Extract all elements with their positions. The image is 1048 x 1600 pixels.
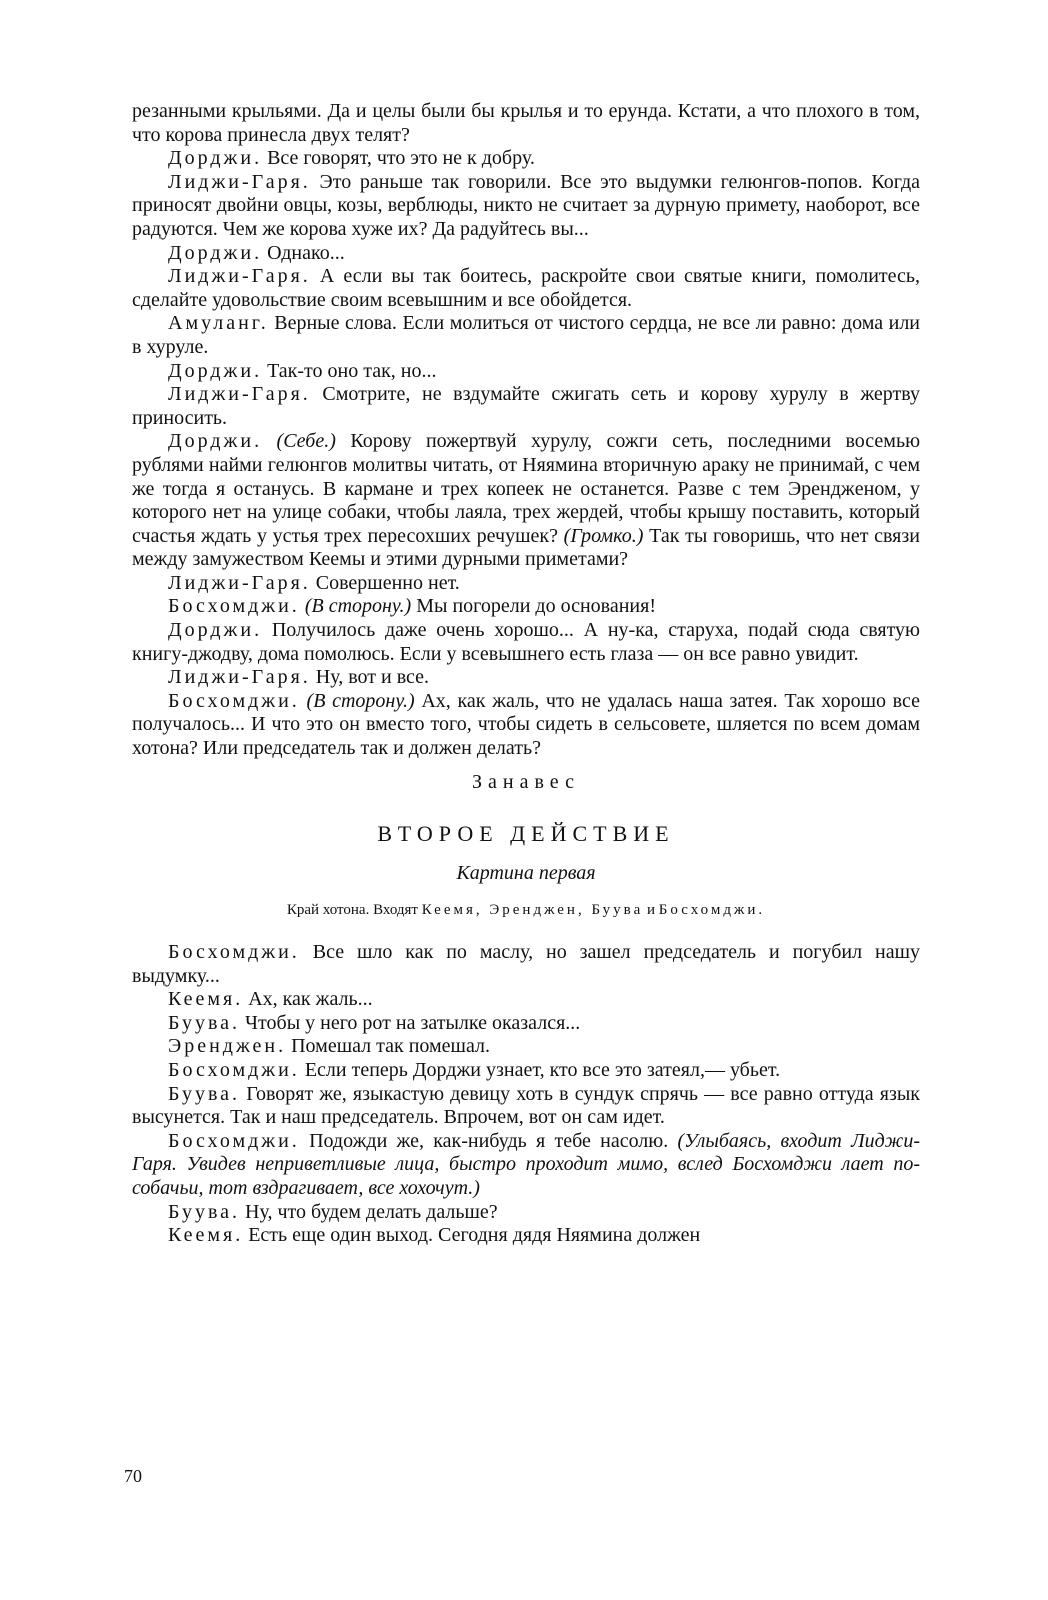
dialogue-line bbox=[132, 1130, 920, 1201]
speaker-name: Дорджи. bbox=[168, 619, 263, 642]
speaker-name: Дорджи. bbox=[168, 241, 263, 264]
page-number: 70 bbox=[124, 1466, 142, 1486]
speaker-name: Дорджи. bbox=[168, 359, 263, 382]
speaker-name: Босхомджи. bbox=[168, 1058, 300, 1081]
dialogue-line bbox=[132, 941, 920, 988]
scene-setting bbox=[132, 899, 920, 923]
dialogue-line bbox=[132, 171, 920, 242]
stage-direction: (Себе.) bbox=[276, 430, 336, 453]
speaker-name: Лиджи-Гаря. bbox=[168, 666, 311, 689]
dialogue-text: Все шло как по маслу, но зашел председатель и погубил нашу выдумку... bbox=[132, 941, 920, 987]
dialogue-text: Ну, что будем делать дальше? bbox=[245, 1200, 498, 1223]
dialogue-text: Совершенно нет. bbox=[315, 571, 460, 594]
speaker-name: Дорджи. bbox=[168, 430, 263, 453]
setting-characters: Кеемя, Эренджен, Буува bbox=[421, 902, 644, 919]
dialogue-text: Чтобы у него рот на затылке оказался... bbox=[245, 1011, 581, 1034]
dialogue-text: Однако... bbox=[267, 241, 345, 264]
dialogue-line bbox=[132, 430, 920, 572]
speaker-name: Буува. bbox=[168, 1200, 241, 1223]
curtain-label: Занавес bbox=[471, 770, 581, 793]
dialogue-text: Помешал так помешал. bbox=[291, 1035, 490, 1058]
dialogue-text: Если теперь Дорджи узнает, кто все это затеял,— убьет. bbox=[304, 1058, 781, 1081]
stage-direction: (В сторону.) bbox=[306, 689, 415, 712]
dialogue-text: Это раньше так говорили. Все это выдумки гелюнгов-попов. Когда приносят двойни овцы, козы, верблюды, никто не считает за дурную примету, наоборот, все радуются. Чем же корова хуже их? Да радуйтесь вы... bbox=[132, 170, 921, 240]
dialogue-text: Подожди же, как-нибудь я тебе насолю. bbox=[309, 1129, 669, 1152]
speaker-name: Амуланг. bbox=[168, 312, 269, 335]
speaker-name: Буува. bbox=[168, 1011, 241, 1034]
dialogue-line bbox=[132, 242, 920, 266]
dialogue-text: Говорят же, языкастую девицу хоть в сундук спрячь — все равно оттуда язык высунется. Так и наш председатель. Впрочем, вот он сам идет. bbox=[132, 1082, 921, 1129]
dialogue-text: Ну, вот и все. bbox=[315, 666, 430, 689]
dialogue-text: Получилось даже очень хорошо... А ну-ка, старуха, подай сюда святую книгу-джодву, дома помолюсь. Если у всевышнего есть глаза — он все равно увидит. bbox=[132, 619, 920, 665]
dialogue-text: Верные слова. Если молиться от чистого сердца, не все ли равно: дома или в хуруле. bbox=[132, 312, 920, 358]
dialogue-text: Так-то оно так, но... bbox=[267, 359, 437, 382]
stage-direction: (Громко.) bbox=[563, 524, 644, 547]
dialogue-line bbox=[132, 1035, 920, 1059]
dialogue-line bbox=[132, 1059, 920, 1083]
setting-character-last: Босхомджи. bbox=[658, 902, 766, 919]
dialogue-line bbox=[132, 312, 920, 359]
dialogue-text: Мы погорели до основания! bbox=[416, 595, 656, 618]
dialogue-text: Ах, как жаль... bbox=[248, 988, 373, 1011]
speaker-name: Лиджи-Гаря. bbox=[168, 571, 311, 594]
dialogue-line bbox=[132, 1224, 920, 1248]
speaker-name: Босхомджи. bbox=[168, 1129, 300, 1152]
dialogue-text: Все говорят, что это не к добру. bbox=[267, 147, 535, 170]
speaker-name: Босхомджи. bbox=[168, 689, 300, 712]
dialogue-text: Так ты говоришь, что нет связи между замужеством Кеемы и этими дурными приметами? bbox=[132, 524, 920, 571]
speaker-name: Кеемя. bbox=[168, 988, 244, 1011]
setting-text: Край хотона. Входят bbox=[286, 902, 418, 919]
dialogue-line bbox=[132, 147, 920, 171]
speaker-name: Босхомджи. bbox=[168, 595, 300, 618]
dialogue-line bbox=[132, 1083, 920, 1130]
dialogue-text: А если вы так боитесь, раскройте свои святые книги, помолитесь, сделайте удовольствие своим всевышним и все обойдется. bbox=[132, 265, 921, 311]
speaker-name: Лиджи-Гаря. bbox=[168, 383, 311, 406]
scene-title: Картина первая bbox=[456, 861, 596, 884]
dialogue-line bbox=[132, 265, 920, 312]
speaker-name: Лиджи-Гаря. bbox=[168, 265, 311, 288]
speaker-name: Лиджи-Гаря. bbox=[168, 170, 311, 193]
dialogue-line bbox=[132, 572, 920, 596]
speaker-name: Дорджи. bbox=[168, 147, 263, 170]
dialogue-text: Корову пожертвуй хурулу, сожги сеть, последними восемью рублями найми гелюнгов молитвы читать, от Няямина вторичную араку не принимай, с чем же тогда я останусь. В кармане и трех копеек не останется. Разве с тем Эренджeном, у которого нет на улице собаки, чтобы лаяла, трех жердей, чтобы крышу поставить, который счастья ждать у устья трех пересохших речушек? bbox=[132, 430, 921, 547]
play-text bbox=[132, 100, 920, 1248]
act-title: ВТОРОЕ ДЕЙСТВИЕ bbox=[377, 821, 675, 847]
speaker-name: Буува. bbox=[168, 1082, 241, 1105]
setting-conjunction: и bbox=[646, 902, 656, 919]
dialogue-line bbox=[132, 595, 920, 619]
dialogue-line bbox=[132, 666, 920, 690]
dialogue-text: Смотрите, не вздумайте сжигать сеть и корову хурулу в жертву приносить. bbox=[132, 383, 921, 429]
dialogue-line bbox=[132, 690, 920, 761]
dialogue-text: Ах, как жаль, что не удалась наша затея. Так хорошо все получалось... И что это он вместо того, чтобы сидеть в сельсовете, шляется по всем домам хотона? Или председатель так и должен делать? bbox=[132, 689, 921, 760]
dialogue-line bbox=[132, 360, 920, 384]
dialogue-line bbox=[132, 988, 920, 1012]
paragraph bbox=[132, 100, 920, 147]
stage-direction: (В сторону.) bbox=[304, 595, 412, 618]
speaker-name: Кеемя. bbox=[168, 1224, 244, 1247]
dialogue-line bbox=[132, 619, 920, 666]
dialogue-line bbox=[132, 1012, 920, 1036]
dialogue-text: Есть еще один выход. Сегодня дядя Няямина должен bbox=[248, 1224, 701, 1247]
dialogue-line bbox=[132, 383, 920, 430]
paragraph-text: резанными крыльями. Да и целы были бы крылья и то ерунда. Кстати, а что плохого в том, что корова принесла двух телят? bbox=[132, 100, 920, 146]
speaker-name: Босхомджи. bbox=[168, 941, 300, 963]
stage-direction: (Улыбаясь, входит Лиджи-Гаря. Увидев неприветливые лица, быстро проходит мимо, вслед Босхомджи лает по-собачьи, тот вздрагивает, все хохочут.) bbox=[132, 1129, 920, 1199]
speaker-name: Эренджен. bbox=[168, 1035, 287, 1058]
dialogue-line bbox=[132, 1201, 920, 1225]
